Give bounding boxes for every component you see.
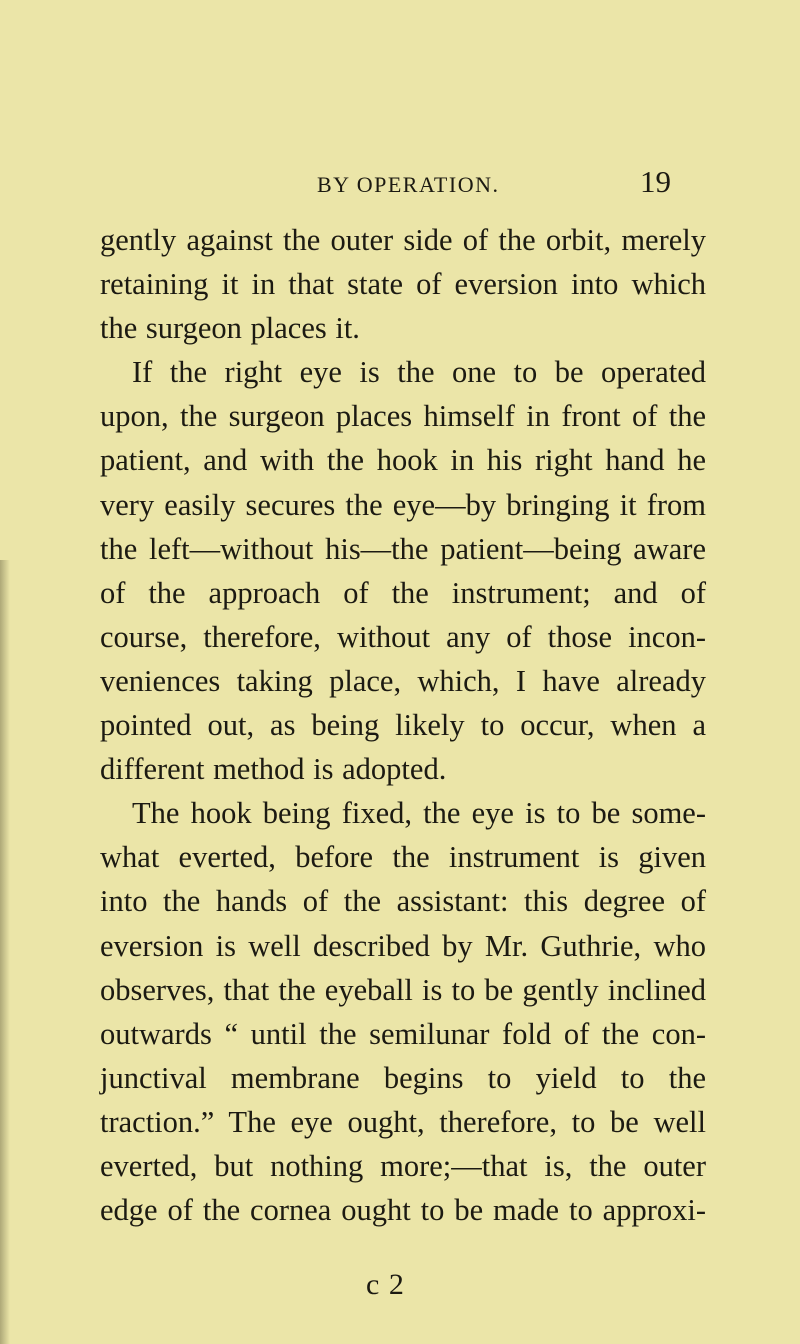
text-line: If the right eye is the one to be operated [132,355,706,390]
text-line: eversion is well described by Mr. Guthrie, who [100,928,706,963]
text-line: patient, and with the hook in his right hand he [100,443,706,478]
text-line: junctival membrane begins to yield to the [100,1060,706,1095]
text-line: the surgeon places it. [100,311,360,346]
text-line: gently against the outer side of the orbit, merely [100,223,706,257]
text-line: upon, the surgeon places himself in front of the [100,399,706,434]
text-line: The hook being fixed, the eye is to be some- [132,796,706,831]
signature-mark: c 2 [366,1268,405,1301]
text-line: everted, but nothing more;—that is, the outer [100,1148,706,1183]
text-line: traction.” The eye ought, therefore, to be well [100,1104,706,1139]
text-line: veniences taking place, which, I have already [100,663,706,698]
text-line: very easily secures the eye—by bringing it from [100,487,706,522]
running-head: BY OPERATION. [317,172,500,197]
body-text [100,218,706,1232]
text-line: course, therefore, without any of those incon- [100,619,706,654]
text-line: different method is adopted. [100,752,447,787]
text-line: observes, that the eyeball is to be gently inclined [100,972,706,1007]
text-line: edge of the cornea ought to be made to approxi- [100,1193,706,1228]
binding-shadow [0,560,10,1344]
text-line: outwards “ until the semilunar fold of the con- [100,1016,706,1051]
page-header [0,164,800,202]
text-line: retaining it in that state of eversion into which [100,267,706,302]
text-line: pointed out, as being likely to occur, when a [100,708,706,743]
page-number: 19 [640,164,671,199]
text-line: into the hands of the assistant: this degree of [100,884,706,919]
text-line: of the approach of the instrument; and of [100,575,706,610]
text-line: the left—without his—the patient—being aware [100,531,706,566]
text-line: what everted, before the instrument is given [100,840,706,875]
